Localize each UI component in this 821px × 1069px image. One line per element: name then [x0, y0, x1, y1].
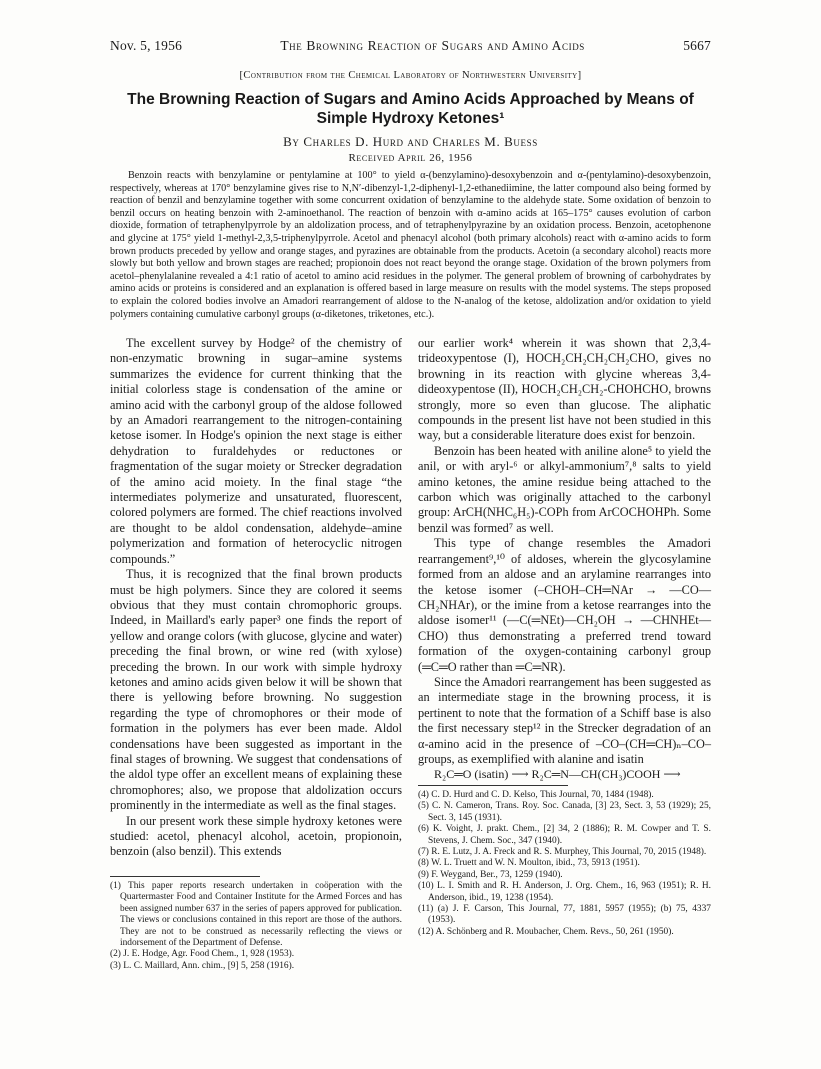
running-head: [110, 38, 711, 54]
body-paragraph: Thus, it is recognized that the final brown products must be high polymers. Since they are colored it seems obvious that they must contain chromophoric groups. Indeed, in Maillard's early paper³ one finds the report of yellow and orange colors (with glucose, glycine and water) preceding the final brown, or wine red (with xylose) preceding the brown. In our work with simple hydroxy ketones and amino acids given below it will be shown that there is yellowing before browning. No suggestion regarding the type of chromophores or their mode of formation in the polymers has ever been made. Aldol condensations have been suggested as important in the final stages of browning. We suggest that condensations of the aldol type offer an excellent means of explaining these chromophores; also, we propose that aldolization occurs prominently in the intermediate as well as the final stages.: [110, 567, 402, 813]
footnote: (2) J. E. Hodge, Agr. Food Chem., 1, 928 (1953).: [110, 949, 295, 960]
running-title: The Browning Reaction of Sugars and Amino Acids: [280, 38, 585, 53]
footnote: (11) (a) J. F. Carson, This Journal, 77, 1881, 5957 (1955); (b) 75, 4337 (1953).: [418, 904, 711, 926]
reaction-equation: R₂C═O (isatin) ⟶ R₂C═N—CH(CH₃)COOH ⟶: [434, 767, 681, 782]
contribution-line: [Contribution from the Chemical Laboratory of Northwestern University]: [239, 70, 582, 81]
body-paragraph: The excellent survey by Hodge² of the chemistry of non-enzymatic browning in sugar–amine systems summarizes the evidence for current thinking that the initial colorless stage is condensation of the amine or amino acid with the carbonyl group of the aldose followed by an Amadori rearrangement to the nitrogen-containing ketose isomer. In Hodge's opinion the next stage is either dehydration to furaldehydes or reductones or fragmentation of the sugar moiety or Strecker degradation of the amino acid moiety. In the final stage “the intermediates polymerize and unsaturated, fluorescent, colored polymers are formed. The chief reactions involved are thought to be aldol condensation, aldehyde–amine polymerization and formation of heterocyclic nitrogen compounds.”: [110, 336, 402, 566]
body-paragraph: our earlier work⁴ wherein it was shown that 2,3,4-trideoxypentose (I), HOCH₂CH₂CH₂CH₂CHO, gives no browning in its reaction with glycine whereas 3,4-dideoxypentose (II), HOCH₂CH₂CH₂-CHOHCHO, browns strongly, more so even than glucose. The aliphatic compounds in the present list have not been studied in this way, but a considerable literature does exist for benzoin.: [418, 336, 711, 443]
body-paragraph: Benzoin has been heated with aniline alone⁵ to yield the anil, or with aryl-⁶ or alkyl-ammonium⁷,⁸ salts to yield amino ketones, the amine residue being attached to the carbon which was originally attached to the carbonyl group: ArCH(NHC₆H₅)-COPh from ArCOCHOHPh. Some benzil was formed⁷ as well.: [418, 443, 711, 535]
footnote: (1) This paper reports research undertaken in coöperation with the Quartermaster Food and Container Institute for the Armed Forces and has been assigned number 637 in the series of papers approved for publication. The views or conclusions contained in this report are those of the authors. They are not to be construed as necessarily reflecting the views or indorsement of the Department of Defense.: [110, 881, 402, 949]
body-paragraph: In our present work these simple hydroxy ketones were studied: acetol, phenacyl alcohol, acetoin, propionoin, benzoin (also benzil). This extends: [110, 813, 402, 859]
body-paragraph: This type of change resembles the Amadori rearrangement⁹,¹⁰ of aldoses, wherein the glycosylamine formed from an aldose and an arylamine rearranges into the ketose isomer (–CHOH–CH═NAr → —CO—CH₂NHAr), or the imine from a ketose rearranges into the aldose isomer¹¹ (—C(═NEt)—CH₂OH → —CHNHEt—CHO) thus demonstrating a preferred trend toward formation of the oxygen-containing carbonyl group (═C═O rather than ═C═NR).: [418, 536, 711, 674]
received-date: Received April 26, 1956: [348, 152, 473, 164]
authors: By Charles D. Hurd and Charles M. Buess: [283, 134, 538, 149]
footnote: (5) C. N. Cameron, Trans. Roy. Soc. Canada, [3] 23, Sect. 3, 53 (1929); 25, Sect. 3, 145 (1931).: [418, 801, 711, 823]
footnote-rule: [418, 785, 568, 786]
article-title: The Browning Reaction of Sugars and Amino Acids Approached by Means of Simple Hydroxy Ketones¹: [127, 91, 694, 127]
left-column: [110, 336, 402, 860]
footnote: (12) A. Schönberg and R. Moubacher, Chem. Revs., 50, 261 (1950).: [418, 926, 674, 937]
footnote: (6) K. Voight, J. prakt. Chem., [2] 34, 2 (1886); R. M. Cowper and T. S. Stevens, J. Chem. Soc., 347 (1940).: [418, 824, 711, 846]
abstract: Benzoin reacts with benzylamine or pentylamine at 100° to yield α-(benzylamino)-desoxybenzoin and α-(pentylamino)-desoxybenzoin, respectively, whereas at 170° benzylamine gives rise to N,N′-dibenzyl-1,2-diphenyl-1,2-ethanediimine, the latter compound also being formed by reaction of benzil and benzylamine together with some concurrent oxidation of benzylamine to the aldehyde state. Some oxidation of benzoin to benzil occurs on heating benzoin with 2-aminoethanol. The reaction of benzoin with α-amino acids at 165–175° causes evolution of carbon dioxide, formation of tetraphenylpyrrole by an aldolization process, and of tetraphenylpyrazine by an oxidation process. Benzoin, acetophenone and glycine at 175° yield 1-methyl-2,3,5-triphenylpyrrole. Acetol and phenacyl alcohol (both primary alcohols) react with α-amino acids to form brown products preceded by yellow and orange stages, and pyrazines are obtainable from the products. Acetoin (a secondary alcohol) reacts more slowly but both yellow and brown stages are reached; propionoin does not react beyond the orange stage. Oxidation of the brown polymers from acetol–phenylalanine revealed a 4:1 ratio of acetol to amino acid residues in the polymer. The general problem of browning of carbohydrates by amino acids or proteins is considered and an explanation is offered based in large measure on results with the model systems. The steps proposed to explain the colored bodies involve an Amadori rearrangement of aldose to the N-analog of the ketose, aldolization and/or oxidation to yield polymers containing cumulative carbonyl groups (α-diketones, triketones, etc.).: [110, 170, 711, 320]
right-column: [418, 336, 711, 783]
footnotes-right: [418, 779, 711, 938]
footnotes-left: [110, 870, 402, 972]
footnote: (3) L. C. Maillard, Ann. chim., [9] 5, 258 (1916).: [110, 960, 295, 971]
issue-date: Nov. 5, 1956: [110, 38, 183, 53]
footnote: (8) W. L. Truett and W. N. Moulton, ibid., 73, 5913 (1951).: [418, 858, 640, 869]
page-number: 5667: [683, 38, 711, 53]
footnote: (9) F. Weygand, Ber., 73, 1259 (1940).: [418, 869, 563, 880]
body-paragraph: Since the Amadori rearrangement has been suggested as an intermediate stage in the browning process, it is pertinent to note that the formation of a Schiff base is also the first necessary step¹² in the Strecker degradation of an α-amino acid in the presence of –CO–(CH═CH)ₙ–CO– groups, as exemplified with alanine and isatin: [418, 674, 711, 766]
footnote: (7) R. E. Lutz, J. A. Freck and R. S. Murphey, This Journal, 70, 2015 (1948).: [418, 847, 707, 858]
footnote: (4) C. D. Hurd and C. D. Kelso, This Journal, 70, 1484 (1948).: [418, 790, 654, 800]
footnote-rule: [110, 876, 260, 877]
footnote: (10) L. I. Smith and R. H. Anderson, J. Org. Chem., 16, 963 (1951); R. H. Anderson, ibid., 19, 1238 (1954).: [418, 881, 711, 903]
